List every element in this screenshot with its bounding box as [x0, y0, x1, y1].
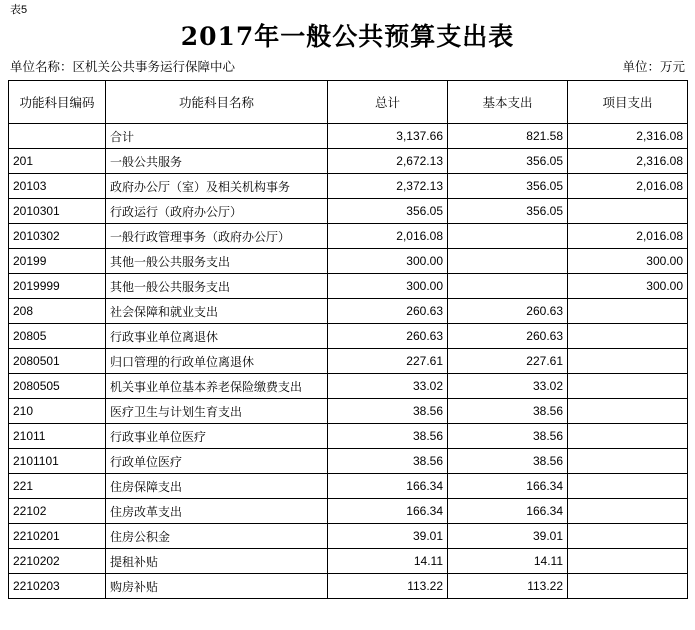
cell-subject-name: 社会保障和就业支出 — [106, 299, 328, 324]
cell-subject-code — [9, 124, 106, 149]
cell-basic-expenditure: 166.34 — [448, 474, 568, 499]
column-header-code: 功能科目编码 — [9, 81, 106, 124]
table-row — [9, 499, 688, 524]
cell-total: 166.34 — [328, 499, 448, 524]
table-row — [9, 124, 688, 149]
cell-total: 113.22 — [328, 574, 448, 599]
cell-subject-name: 住房公积金 — [106, 524, 328, 549]
table-row — [9, 349, 688, 374]
cell-subject-code: 20805 — [9, 324, 106, 349]
cell-subject-code: 2080505 — [9, 374, 106, 399]
cell-project-expenditure — [568, 399, 688, 424]
cell-subject-name: 提租补贴 — [106, 549, 328, 574]
form-number: 表5 — [10, 4, 28, 16]
table-row — [9, 224, 688, 249]
cell-basic-expenditure — [448, 274, 568, 299]
cell-basic-expenditure: 821.58 — [448, 124, 568, 149]
cell-project-expenditure — [568, 424, 688, 449]
cell-project-expenditure — [568, 299, 688, 324]
cell-basic-expenditure: 260.63 — [448, 324, 568, 349]
cell-subject-name: 一般行政管理事务（政府办公厅） — [106, 224, 328, 249]
cell-basic-expenditure — [448, 224, 568, 249]
cell-subject-code: 201 — [9, 149, 106, 174]
table-body — [9, 124, 688, 599]
cell-project-expenditure — [568, 449, 688, 474]
column-header-basic: 基本支出 — [448, 81, 568, 124]
document-meta — [8, 59, 687, 80]
cell-subject-name: 住房改革支出 — [106, 499, 328, 524]
cell-subject-code: 2010301 — [9, 199, 106, 224]
cell-subject-code: 221 — [9, 474, 106, 499]
cell-subject-name: 行政事业单位医疗 — [106, 424, 328, 449]
cell-total: 300.00 — [328, 249, 448, 274]
cell-subject-name: 购房补贴 — [106, 574, 328, 599]
cell-subject-name: 行政运行（政府办公厅） — [106, 199, 328, 224]
table-row — [9, 174, 688, 199]
cell-basic-expenditure: 356.05 — [448, 149, 568, 174]
cell-subject-code: 2080501 — [9, 349, 106, 374]
cell-project-expenditure — [568, 524, 688, 549]
cell-project-expenditure — [568, 324, 688, 349]
cell-project-expenditure — [568, 549, 688, 574]
column-header-total: 总计 — [328, 81, 448, 124]
page-title: 2017年一般公共预算支出表 — [180, 22, 515, 51]
table-row — [9, 374, 688, 399]
cell-basic-expenditure: 260.63 — [448, 299, 568, 324]
cell-basic-expenditure: 38.56 — [448, 424, 568, 449]
cell-subject-code: 2210202 — [9, 549, 106, 574]
column-header-name: 功能科目名称 — [106, 81, 328, 124]
table-row — [9, 424, 688, 449]
cell-basic-expenditure: 166.34 — [448, 499, 568, 524]
cell-basic-expenditure: 38.56 — [448, 399, 568, 424]
table-row — [9, 524, 688, 549]
cell-subject-name: 行政单位医疗 — [106, 449, 328, 474]
cell-basic-expenditure: 39.01 — [448, 524, 568, 549]
cell-project-expenditure — [568, 574, 688, 599]
table-row — [9, 574, 688, 599]
cell-subject-code: 2101101 — [9, 449, 106, 474]
unit-measure-label: 单位：万元 — [622, 60, 685, 74]
cell-basic-expenditure: 356.05 — [448, 199, 568, 224]
cell-total: 227.61 — [328, 349, 448, 374]
cell-subject-name: 医疗卫生与计划生育支出 — [106, 399, 328, 424]
cell-subject-code: 20199 — [9, 249, 106, 274]
table-row — [9, 449, 688, 474]
cell-subject-name: 住房保障支出 — [106, 474, 328, 499]
cell-project-expenditure — [568, 474, 688, 499]
cell-total: 3,137.66 — [328, 124, 448, 149]
cell-project-expenditure: 2,016.08 — [568, 224, 688, 249]
cell-subject-name: 一般公共服务 — [106, 149, 328, 174]
cell-basic-expenditure: 33.02 — [448, 374, 568, 399]
cell-project-expenditure — [568, 349, 688, 374]
table-row — [9, 324, 688, 349]
cell-total: 300.00 — [328, 274, 448, 299]
cell-total: 38.56 — [328, 449, 448, 474]
cell-subject-code: 21011 — [9, 424, 106, 449]
cell-total: 33.02 — [328, 374, 448, 399]
cell-basic-expenditure: 14.11 — [448, 549, 568, 574]
cell-total: 2,372.13 — [328, 174, 448, 199]
cell-subject-code: 2210203 — [9, 574, 106, 599]
cell-total: 2,672.13 — [328, 149, 448, 174]
cell-subject-code: 210 — [9, 399, 106, 424]
cell-basic-expenditure — [448, 249, 568, 274]
cell-subject-name: 政府办公厅（室）及相关机构事务 — [106, 174, 328, 199]
table-header — [9, 81, 688, 124]
cell-total: 14.11 — [328, 549, 448, 574]
cell-basic-expenditure: 38.56 — [448, 449, 568, 474]
unit-name-label: 单位名称：区机关公共事务运行保障中心 — [10, 60, 236, 74]
cell-total: 260.63 — [328, 299, 448, 324]
cell-subject-name: 其他一般公共服务支出 — [106, 249, 328, 274]
cell-basic-expenditure: 227.61 — [448, 349, 568, 374]
cell-subject-name: 机关事业单位基本养老保险缴费支出 — [106, 374, 328, 399]
cell-total: 166.34 — [328, 474, 448, 499]
cell-subject-name: 其他一般公共服务支出 — [106, 274, 328, 299]
table-row — [9, 299, 688, 324]
cell-project-expenditure: 2,016.08 — [568, 174, 688, 199]
table-row — [9, 399, 688, 424]
cell-total: 38.56 — [328, 424, 448, 449]
table-row — [9, 199, 688, 224]
cell-project-expenditure — [568, 199, 688, 224]
cell-total: 38.56 — [328, 399, 448, 424]
cell-subject-name: 行政事业单位离退休 — [106, 324, 328, 349]
cell-project-expenditure — [568, 374, 688, 399]
table-row — [9, 149, 688, 174]
cell-project-expenditure: 2,316.08 — [568, 124, 688, 149]
table-header-row — [9, 81, 688, 124]
cell-total: 260.63 — [328, 324, 448, 349]
cell-project-expenditure — [568, 499, 688, 524]
table-row — [9, 549, 688, 574]
cell-total: 2,016.08 — [328, 224, 448, 249]
cell-subject-name: 归口管理的行政单位离退休 — [106, 349, 328, 374]
cell-subject-code: 20103 — [9, 174, 106, 199]
cell-project-expenditure: 300.00 — [568, 274, 688, 299]
cell-subject-code: 2210201 — [9, 524, 106, 549]
cell-total: 39.01 — [328, 524, 448, 549]
cell-basic-expenditure: 356.05 — [448, 174, 568, 199]
cell-subject-name: 合计 — [106, 124, 328, 149]
cell-project-expenditure: 2,316.08 — [568, 149, 688, 174]
table-row — [9, 474, 688, 499]
cell-total: 356.05 — [328, 199, 448, 224]
table-row — [9, 274, 688, 299]
budget-expenditure-table — [8, 80, 688, 599]
cell-project-expenditure: 300.00 — [568, 249, 688, 274]
cell-subject-code: 2010302 — [9, 224, 106, 249]
cell-basic-expenditure: 113.22 — [448, 574, 568, 599]
cell-subject-code: 208 — [9, 299, 106, 324]
table-row — [9, 249, 688, 274]
column-header-project: 项目支出 — [568, 81, 688, 124]
cell-subject-code: 22102 — [9, 499, 106, 524]
cell-subject-code: 2019999 — [9, 274, 106, 299]
